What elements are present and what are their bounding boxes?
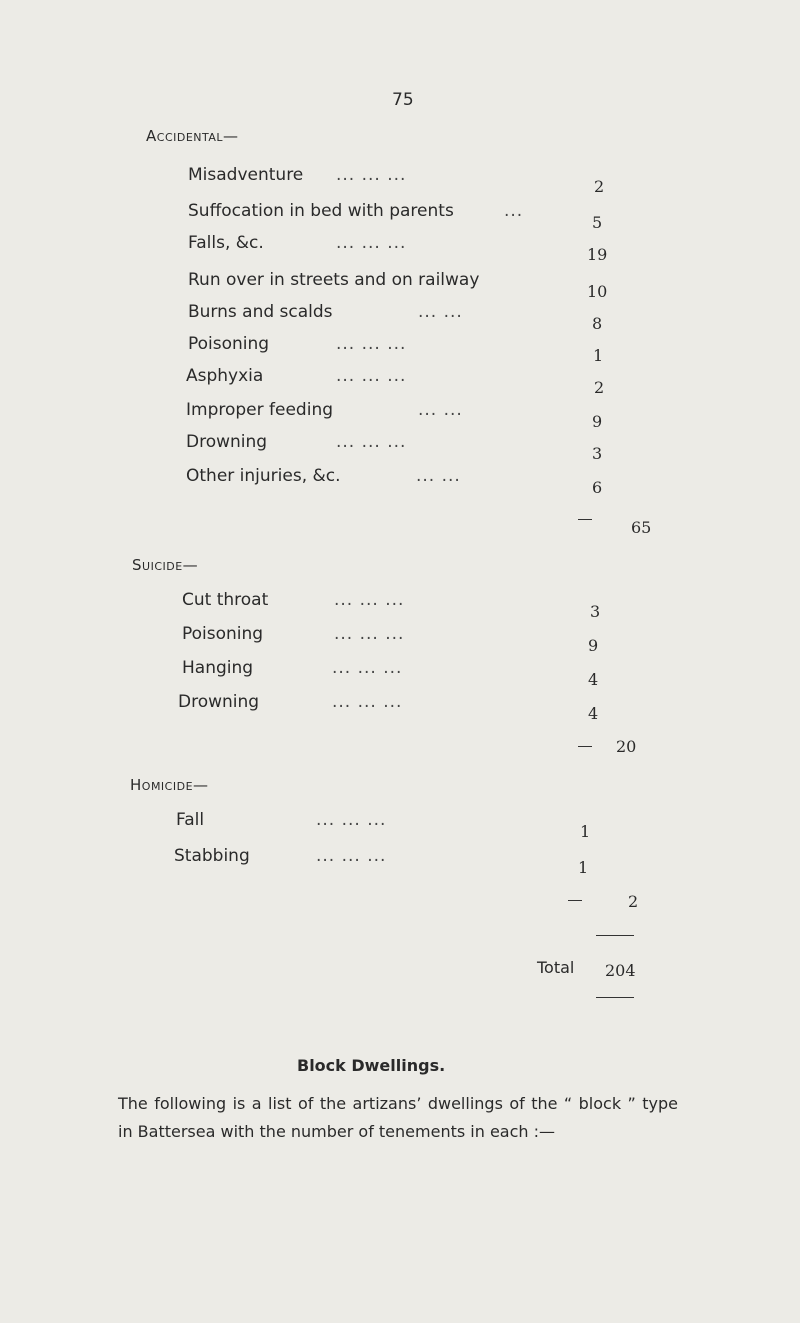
subtotal-accidental: 65 bbox=[631, 518, 652, 537]
leader-dots: ... ... ... bbox=[316, 846, 387, 866]
leader-dots: ... ... bbox=[418, 400, 463, 420]
item-label: Fall bbox=[176, 810, 205, 830]
leader-dots: ... ... ... bbox=[332, 692, 403, 712]
item-value: 2 bbox=[594, 378, 605, 397]
item-label: Poisoning bbox=[188, 334, 270, 354]
item-label: Improper feeding bbox=[186, 400, 334, 420]
item-value: 4 bbox=[588, 670, 599, 689]
page-number: 75 bbox=[392, 90, 414, 110]
subtotal-dash bbox=[578, 519, 592, 520]
item-label: Poisoning bbox=[182, 624, 264, 644]
item-label: Drowning bbox=[186, 432, 268, 452]
leader-dots: ... ... ... bbox=[316, 810, 387, 830]
item-value: 19 bbox=[587, 245, 608, 264]
item-value: 3 bbox=[592, 444, 603, 463]
leader-dots: ... ... bbox=[418, 302, 463, 322]
item-label: Burns and scalds bbox=[188, 302, 333, 322]
item-value: 3 bbox=[590, 602, 601, 621]
section-heading-homicide: Homicide— bbox=[130, 776, 209, 794]
leader-dots: ... ... ... bbox=[334, 624, 405, 644]
leader-dots: ... ... ... bbox=[336, 233, 407, 253]
section-title: Block Dwellings. bbox=[297, 1056, 446, 1075]
total-rule-top bbox=[596, 935, 634, 936]
subtotal-homicide: 2 bbox=[628, 892, 639, 911]
item-label: Cut throat bbox=[182, 590, 269, 610]
leader-dots: ... ... bbox=[416, 466, 461, 486]
item-label: Asphyxia bbox=[186, 366, 264, 386]
subtotal-dash bbox=[578, 746, 592, 747]
total-value: 204 bbox=[605, 961, 636, 980]
total-rule-bottom bbox=[596, 997, 634, 998]
leader-dots: ... bbox=[504, 201, 524, 221]
item-value: 9 bbox=[592, 412, 603, 431]
item-value: 10 bbox=[587, 282, 608, 301]
item-value: 5 bbox=[592, 213, 603, 232]
leader-dots: ... ... ... bbox=[336, 432, 407, 452]
item-label: Drowning bbox=[178, 692, 260, 712]
leader-dots: ... ... ... bbox=[336, 334, 407, 354]
item-value: 1 bbox=[578, 858, 589, 877]
item-value: 4 bbox=[588, 704, 599, 723]
item-value: 6 bbox=[592, 478, 603, 497]
item-label: Misadventure bbox=[188, 165, 304, 185]
item-label: Other injuries, &c. bbox=[186, 466, 341, 486]
item-label: Falls, &c. bbox=[188, 233, 264, 253]
item-value: 2 bbox=[594, 177, 605, 196]
item-label: Run over in streets and on railway bbox=[188, 270, 480, 290]
item-value: 8 bbox=[592, 314, 603, 333]
leader-dots: ... ... ... bbox=[334, 590, 405, 610]
subtotal-suicide: 20 bbox=[616, 737, 637, 756]
section-heading-accidental: Accidental— bbox=[146, 127, 239, 145]
subtotal-dash bbox=[568, 900, 582, 901]
body-paragraph: The following is a list of the artizans’ dwellings of the “ block ” type in Battersea with the number of tenements in each :— bbox=[118, 1094, 678, 1141]
item-value: 1 bbox=[580, 822, 591, 841]
item-label: Suffocation in bed with parents bbox=[188, 201, 454, 221]
item-label: Hanging bbox=[182, 658, 254, 678]
total-label: Total bbox=[537, 958, 575, 977]
leader-dots: ... ... ... bbox=[332, 658, 403, 678]
item-value: 9 bbox=[588, 636, 599, 655]
leader-dots: ... ... ... bbox=[336, 165, 407, 185]
section-heading-suicide: Suicide— bbox=[132, 556, 199, 574]
leader-dots: ... ... ... bbox=[336, 366, 407, 386]
item-label: Stabbing bbox=[174, 846, 250, 866]
item-value: 1 bbox=[593, 346, 604, 365]
